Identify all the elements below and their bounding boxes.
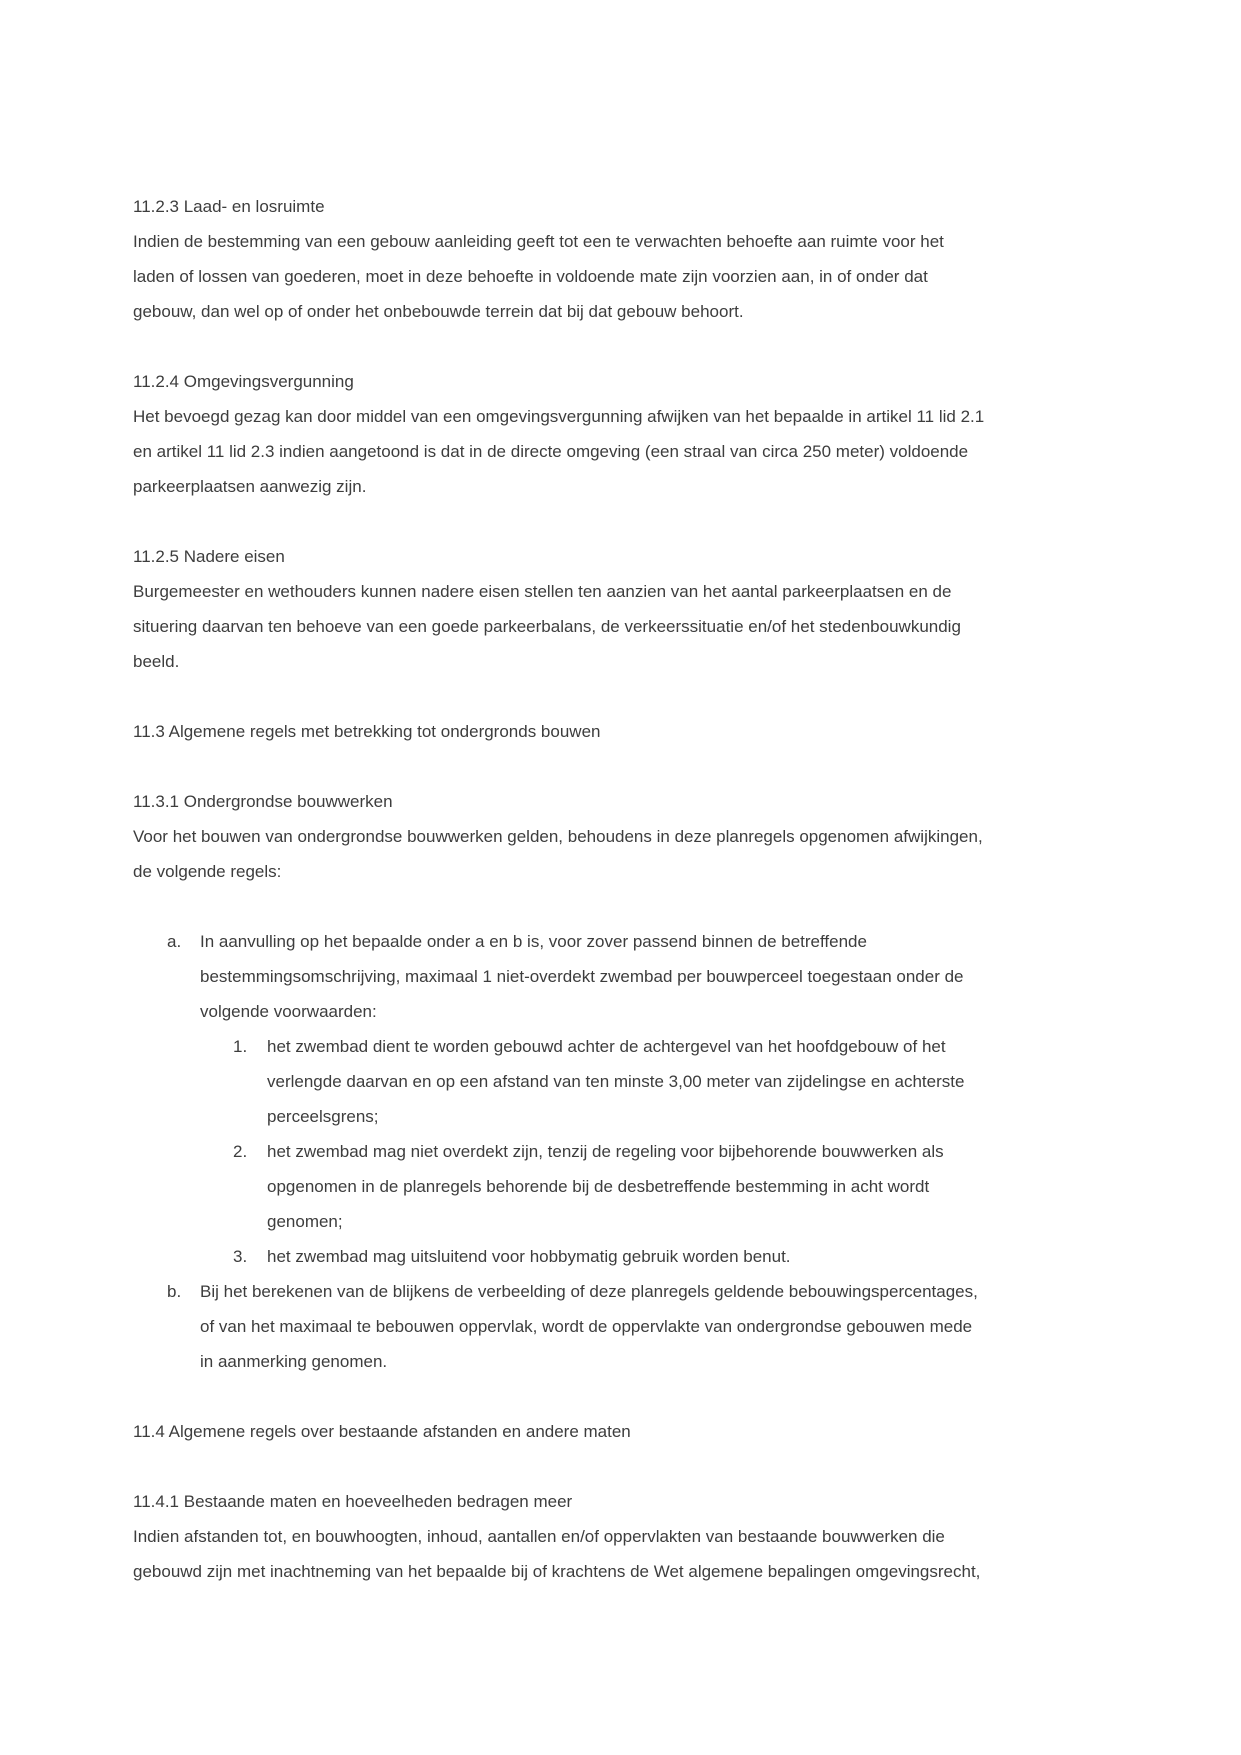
list-item-line: verlengde daarvan en op een afstand van ten minste 3,00 meter van zijdelingse en achterste [267,1072,965,1091]
rules-list [133,924,1131,1379]
chapter-heading-11-4: 11.4 Algemene regels over bestaande afstanden en andere maten [133,1422,631,1441]
paragraph-line: parkeerplaatsen aanwezig zijn. [133,477,367,496]
list-item-line: het zwembad mag niet overdekt zijn, tenzij de regeling voor bijbehorende bouwwerken als [267,1142,944,1161]
paragraph-line: en artikel 11 lid 2.3 indien aangetoond is dat in de directe omgeving (een straal van circa 250 meter) voldoende [133,442,969,461]
list-item-line: volgende voorwaarden: [200,1002,377,1021]
list-subitem-2 [133,1134,1131,1239]
list-item-line: het zwembad mag uitsluitend voor hobbymatig gebruik worden benut. [267,1247,791,1266]
section-heading: 11.2.4 Omgevingsvergunning [133,372,354,391]
paragraph-line: situering daarvan ten behoeve van een goede parkeerbalans, de verkeerssituatie en/of het stedenbouwkundig [133,617,961,636]
list-marker: 2. [233,1142,248,1161]
list-item-line: bestemmingsomschrijving, maximaal 1 niet-overdekt zwembad per bouwperceel toegestaan onder de [200,967,964,986]
section-heading: 11.3.1 Ondergrondse bouwwerken [133,792,393,811]
list-item-line: in aanmerking genomen. [200,1352,388,1371]
list-item-b [133,1274,1131,1379]
section-spacer [133,329,1131,364]
section-11-2-4 [133,364,1131,504]
section-spacer [133,1379,1131,1414]
list-item-line: het zwembad dient te worden gebouwd achter de achtergevel van het hoofdgebouw of het [267,1037,946,1056]
section-heading: 11.2.3 Laad- en losruimte [133,197,325,216]
paragraph-line: Indien afstanden tot, en bouwhoogten, inhoud, aantallen en/of oppervlakten van bestaande bouwwerken die [133,1527,945,1546]
list-item-line: Bij het berekenen van de blijkens de verbeelding of deze planregels geldende bebouwingspercentages, [200,1282,978,1301]
paragraph-line: Burgemeester en wethouders kunnen nadere eisen stellen ten aanzien van het aantal parkeerplaatsen en de [133,582,952,601]
section-heading: 11.4.1 Bestaande maten en hoeveelheden bedragen meer [133,1492,573,1511]
paragraph-line: de volgende regels: [133,862,282,881]
paragraph-line: Voor het bouwen van ondergrondse bouwwerken gelden, behoudens in deze planregels opgenomen afwijkingen, [133,827,983,846]
section-spacer [133,749,1131,784]
list-item-a [133,924,1131,1029]
section-spacer [133,504,1131,539]
list-subitem-3 [133,1239,1131,1274]
section-11-2-5 [133,539,1131,679]
list-marker: b. [167,1282,182,1301]
paragraph-line: laden of lossen van goederen, moet in deze behoefte in voldoende mate zijn voorzien aan, in of onder dat [133,267,928,286]
list-marker: 1. [233,1037,248,1056]
list-subitem-1 [133,1029,1131,1134]
paragraph-line: Het bevoegd gezag kan door middel van een omgevingsvergunning afwijken van het bepaalde in artikel 11 lid 2.1 [133,407,985,426]
paragraph-line: beeld. [133,652,180,671]
list-marker: a. [167,932,182,951]
section-11-2-3 [133,189,1131,329]
paragraph-line: gebouwd zijn met inachtneming van het bepaalde bij of krachtens de Wet algemene bepalingen omgevingsrecht, [133,1562,981,1581]
chapter-heading-11-3: 11.3 Algemene regels met betrekking tot ondergronds bouwen [133,722,601,741]
paragraph-line: Indien de bestemming van een gebouw aanleiding geeft tot een te verwachten behoefte aan ruimte voor het [133,232,944,251]
section-spacer [133,679,1131,714]
section-11-3-1 [133,784,1131,889]
list-item-line: opgenomen in de planregels behorende bij de desbetreffende bestemming in acht wordt [267,1177,930,1196]
list-marker: 3. [233,1247,248,1266]
paragraph-line: gebouw, dan wel op of onder het onbebouwde terrein dat bij dat gebouw behoort. [133,302,744,321]
section-11-4-1 [133,1484,1131,1589]
list-item-line: In aanvulling op het bepaalde onder a en b is, voor zover passend binnen de betreffende [200,932,867,951]
section-spacer [133,889,1131,924]
section-spacer [133,1449,1131,1484]
list-item-line: genomen; [267,1212,343,1231]
list-item-line: of van het maximaal te bebouwen oppervlak, wordt de oppervlakte van ondergrondse gebouwen mede [200,1317,973,1336]
list-item-line: perceelsgrens; [267,1107,379,1126]
section-heading: 11.2.5 Nadere eisen [133,547,285,566]
